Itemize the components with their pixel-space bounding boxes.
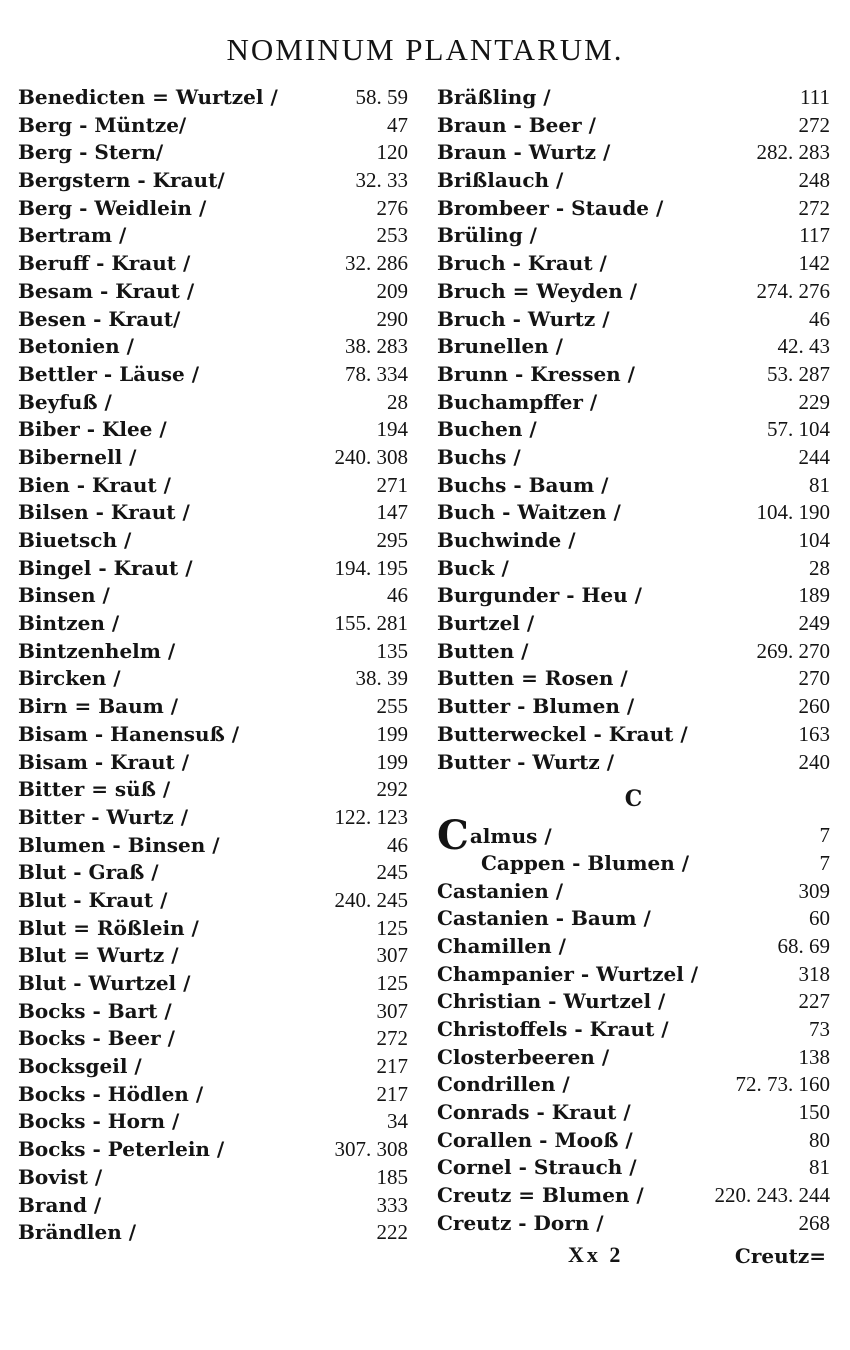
entry-pages: 57. 104 [767, 417, 830, 442]
entry-pages: 122. 123 [334, 804, 408, 829]
index-entry [437, 1182, 830, 1210]
entry-pages: 34 [387, 1109, 408, 1134]
entry-pages: 307 [376, 998, 408, 1023]
entry-name: Cappen - Blumen / [481, 850, 690, 875]
entry-pages: 81 [809, 472, 830, 497]
entry-name: Burgunder - Heu / [437, 583, 642, 608]
index-entry [18, 1136, 408, 1164]
entry-pages: 217 [376, 1081, 408, 1106]
entry-name: Bocksgeil / [18, 1054, 142, 1079]
entry-pages: 38. 283 [345, 334, 408, 359]
entry-name: Bisam - Kraut / [18, 749, 190, 774]
entry-pages: 111 [800, 85, 830, 109]
entry-pages: 276 [376, 195, 408, 220]
entry-pages: 163 [798, 721, 830, 746]
index-entry [18, 1053, 408, 1081]
entry-pages: 47 [387, 112, 408, 137]
index-entry [437, 850, 830, 878]
index-entry [437, 361, 830, 389]
entry-name: Bitter - Wurtz / [18, 804, 189, 829]
index-entry [18, 112, 408, 140]
index-entry [437, 250, 830, 278]
entry-pages: 227 [798, 989, 830, 1014]
entry-pages: 32. 286 [345, 251, 408, 276]
entry-name: Bisam - Hanensuß / [18, 721, 240, 746]
index-entry [18, 610, 408, 638]
entry-pages: 240. 245 [334, 887, 408, 912]
entry-name: Buchs - Baum / [437, 472, 609, 497]
index-entry [18, 167, 408, 195]
index-entry [437, 444, 830, 472]
entry-name: Buchampffer / [437, 389, 598, 414]
index-entry [18, 942, 408, 970]
entry-name: Butterweckel - Kraut / [437, 721, 688, 746]
index-entry [18, 915, 408, 943]
index-entry [437, 333, 830, 361]
entry-name: Berg - Müntze/ [18, 112, 187, 137]
c-entries-list [437, 850, 830, 1238]
entry-name: Christian - Wurtzel / [437, 989, 666, 1014]
index-entry [18, 804, 408, 832]
index-entry [437, 1210, 830, 1238]
index-entry [18, 499, 408, 527]
index-entry [18, 859, 408, 887]
entry-name: Biber - Klee / [18, 417, 167, 442]
entry-pages: 58. 59 [355, 85, 408, 109]
entry-name: Christoffels - Kraut / [437, 1017, 669, 1041]
entry-name: Bertram / [18, 223, 127, 248]
entry-pages: 120 [376, 140, 408, 165]
entry-name: Brißlauch / [437, 168, 564, 193]
index-entry [18, 693, 408, 721]
entry-name: Blut - Kraut / [18, 887, 168, 912]
entry-name: Blut = Wurtz / [18, 943, 179, 968]
entry-name: Butter - Wurtz / [437, 749, 615, 774]
index-entry [437, 306, 830, 334]
entry-pages: 199 [376, 749, 408, 774]
index-entry [18, 139, 408, 167]
entry-pages: 272 [376, 1026, 408, 1051]
entry-pages: 307. 308 [334, 1137, 408, 1162]
index-entry [437, 812, 830, 860]
entry-pages: 244 [798, 444, 830, 469]
entry-name: Beyfuß / [18, 389, 112, 414]
entry-name: Castanien - Baum / [437, 906, 651, 931]
entry-name: Bibernell / [18, 444, 137, 469]
entry-pages: 142 [798, 251, 830, 276]
entry-name: Berg - Stern/ [18, 140, 164, 165]
index-entry [18, 970, 408, 998]
index-entry [437, 167, 830, 195]
entry-pages: 46 [809, 306, 830, 331]
entry-pages: 155. 281 [334, 611, 408, 636]
entry-name: Betonien / [18, 334, 134, 359]
entry-pages: 270 [798, 666, 830, 691]
index-entry [437, 222, 830, 250]
entry-pages: 292 [376, 777, 408, 802]
entry-name: Champanier - Wurtzel / [437, 961, 699, 986]
entry-name: Bruch - Kraut / [437, 251, 607, 276]
decorative-initial: C [437, 812, 469, 860]
index-entry [18, 1025, 408, 1053]
index-entry [18, 527, 408, 555]
entry-name: Bergstern - Kraut/ [18, 168, 225, 193]
entry-name: Braun - Beer / [437, 112, 596, 137]
index-entry [437, 389, 830, 417]
index-entry [437, 878, 830, 906]
entry-pages: 78. 334 [345, 361, 408, 386]
index-entry [18, 776, 408, 804]
index-entry [437, 527, 830, 555]
entry-name: Creutz - Dorn / [437, 1210, 604, 1235]
entry-name: Brunn - Kressen / [437, 361, 635, 386]
entry-name: Buck / [437, 555, 509, 580]
index-entry [437, 749, 830, 777]
index-entry [18, 749, 408, 777]
index-entry [18, 278, 408, 306]
index-entry [437, 1127, 830, 1155]
entry-pages: 72. 73. 160 [735, 1072, 830, 1097]
index-entry [18, 1164, 408, 1192]
index-entry [437, 416, 830, 444]
entry-pages: 222 [376, 1220, 408, 1245]
entry-name: Bintzen / [18, 611, 120, 636]
entry-pages: 217 [376, 1054, 408, 1079]
index-entry [437, 139, 830, 167]
entry-pages: 46 [387, 583, 408, 608]
entry-pages: 38. 39 [355, 666, 408, 691]
entry-pages: 229 [798, 389, 830, 414]
entry-name: Creutz = Blumen / [437, 1183, 644, 1208]
entry-pages: 80 [809, 1127, 830, 1152]
index-entry [18, 998, 408, 1026]
signature-mark: Xx 2 [568, 1242, 624, 1267]
index-entry [437, 278, 830, 306]
index-entry [437, 1044, 830, 1072]
index-entry [18, 195, 408, 223]
entry-pages: 274. 276 [756, 278, 830, 303]
b-entries-list [437, 84, 830, 776]
entry-name: Blumen - Binsen / [18, 832, 220, 857]
entry-name: Brüling / [437, 223, 537, 248]
entry-pages: 125 [376, 915, 408, 940]
entry-pages: 220. 243. 244 [714, 1183, 830, 1208]
entry-name: Brändlen / [18, 1220, 137, 1245]
entry-pages: 32. 33 [355, 168, 408, 193]
entry-name: Berg - Weidlein / [18, 195, 207, 220]
entry-name: Bintzenhelm / [18, 638, 176, 663]
index-entry [18, 665, 408, 693]
entry-pages: 290 [376, 306, 408, 331]
entry-pages: 272 [798, 195, 830, 220]
entry-name: Besen - Kraut/ [18, 306, 181, 331]
entry-name: Bovist / [18, 1164, 103, 1189]
entry-pages: 248 [798, 168, 830, 193]
index-entry [18, 444, 408, 472]
entry-name: Buch - Waitzen / [437, 500, 621, 525]
entry-pages: 138 [798, 1044, 830, 1069]
index-entry [437, 961, 830, 989]
index-entry [18, 555, 408, 583]
entry-pages: 272 [798, 112, 830, 137]
entry-pages: 199 [376, 721, 408, 746]
index-entry [437, 555, 830, 583]
entry-name: Braun - Wurtz / [437, 140, 611, 165]
entry-pages: 318 [798, 961, 830, 986]
index-entry [18, 84, 408, 112]
entry-name: Brombeer - Staude / [437, 195, 664, 220]
index-entry [437, 638, 830, 666]
catchword: Creutz= [734, 1244, 826, 1268]
entry-pages: 240. 308 [334, 444, 408, 469]
index-entry [18, 1219, 408, 1247]
entry-pages: 194. 195 [334, 555, 408, 580]
entry-pages: 271 [376, 472, 408, 497]
entry-pages: 295 [376, 528, 408, 552]
entry-pages: 53. 287 [767, 361, 830, 386]
entry-name: Bircken / [18, 666, 121, 691]
entry-name: Butten / [437, 638, 529, 663]
index-entry [18, 582, 408, 610]
index-entry [437, 1071, 830, 1099]
entry-pages: 253 [376, 223, 408, 248]
index-entry [437, 988, 830, 1016]
index-entry [18, 1081, 408, 1109]
entry-name: Brand / [18, 1192, 102, 1217]
entry-name: Bocks - Beer / [18, 1026, 175, 1051]
index-entry [18, 832, 408, 860]
entry-pages: 268 [798, 1210, 830, 1235]
entry-name: Blut - Wurtzel / [18, 971, 191, 995]
entry-name: Condrillen / [437, 1072, 570, 1097]
entry-name: Beruff - Kraut / [18, 251, 191, 276]
entry-pages: 282. 283 [756, 140, 830, 165]
entry-name: Bocks - Peterlein / [18, 1137, 225, 1162]
entry-name: Burtzel / [437, 611, 535, 636]
index-entry [437, 84, 830, 112]
entry-pages: 245 [376, 860, 408, 885]
index-entry [437, 905, 830, 933]
entry-pages: 28 [387, 389, 408, 414]
page-title: NOMINUM PLANTARUM. [226, 32, 624, 67]
entry-pages: 209 [376, 278, 408, 303]
entry-name: Bocks - Hödlen / [18, 1081, 204, 1106]
entry-name: Bitter = süß / [18, 777, 171, 802]
entry-pages: 125 [376, 971, 408, 995]
entry-pages: 240 [798, 749, 830, 774]
entry-pages: 255 [376, 694, 408, 719]
entry-name: Buchwinde / [437, 528, 576, 552]
entry-name: Blut = Rößlein / [18, 915, 199, 940]
index-entry [437, 610, 830, 638]
entry-pages: 135 [376, 638, 408, 663]
entry-name: Benedicten = Wurtzel / [18, 85, 278, 109]
index-entry [18, 361, 408, 389]
index-entry [18, 389, 408, 417]
entry-name: Buchs / [437, 444, 521, 469]
entry-pages: 147 [376, 500, 408, 525]
entry-pages: 42. 43 [777, 334, 830, 359]
right-index-column [437, 84, 830, 1238]
entry-name-rest: almus / [469, 824, 552, 849]
index-entry [437, 665, 830, 693]
index-entry [18, 887, 408, 915]
entry-name: Cornel - Strauch / [437, 1155, 637, 1180]
entry-pages: 189 [798, 583, 830, 608]
index-entry [437, 499, 830, 527]
entry-name: Castanien / [437, 878, 564, 903]
index-entry [18, 721, 408, 749]
entry-name: Conrads - Kraut / [437, 1100, 631, 1125]
entry-name: Biuetsch / [18, 528, 132, 552]
index-entry [437, 472, 830, 500]
section-letter-c: C [624, 786, 643, 813]
index-entry [18, 1108, 408, 1136]
entry-pages: 104. 190 [756, 500, 830, 525]
entry-name: Bingel - Kraut / [18, 555, 193, 580]
index-entry [437, 1016, 830, 1044]
entry-name: Closterbeeren / [437, 1044, 610, 1069]
entry-pages: 28 [809, 555, 830, 580]
index-entry [18, 306, 408, 334]
entry-pages: 7 [819, 823, 830, 848]
entry-name: Bruch - Wurtz / [437, 306, 610, 331]
entry-pages: 60 [809, 906, 830, 931]
entry-pages: 260 [798, 694, 830, 719]
entry-name: Besam - Kraut / [18, 278, 195, 303]
entry-name: Blut - Graß / [18, 860, 159, 885]
entry-name: Bräßling / [437, 85, 551, 109]
index-entry [437, 582, 830, 610]
index-entry [437, 693, 830, 721]
entry-pages: 194 [376, 417, 408, 442]
entry-name: Bocks - Bart / [18, 998, 172, 1023]
entry-name: Binsen / [18, 583, 110, 608]
index-entry [437, 112, 830, 140]
entry-pages: 249 [798, 611, 830, 636]
entry-name: Butten = Rosen / [437, 666, 628, 691]
index-entry [437, 933, 830, 961]
entry-name: Bien - Kraut / [18, 472, 171, 497]
index-entry [437, 195, 830, 223]
index-entry [18, 638, 408, 666]
left-index-column [18, 84, 408, 1247]
entry-pages: 46 [387, 832, 408, 857]
entry-pages: 7 [819, 850, 830, 875]
entry-pages: 81 [809, 1155, 830, 1180]
entry-name: Chamillen / [437, 933, 566, 958]
entry-pages: 117 [799, 223, 830, 248]
entry-pages: 269. 270 [756, 638, 830, 663]
entry-pages: 68. 69 [777, 933, 830, 958]
entry-name: Brunellen / [437, 334, 563, 359]
entry-pages: 309 [798, 878, 830, 903]
index-entry [18, 333, 408, 361]
entry-name: Bettler - Läuse / [18, 361, 200, 386]
index-entry [437, 1154, 830, 1182]
entry-pages: 185 [376, 1164, 408, 1189]
entry-pages: 73 [809, 1017, 830, 1041]
entry-pages: 333 [376, 1192, 408, 1217]
entry-pages: 307 [376, 943, 408, 968]
entry-pages: 104 [798, 528, 830, 552]
entry-name [437, 812, 552, 860]
entry-name: Bilsen - Kraut / [18, 500, 190, 525]
entry-name: Corallen - Mooß / [437, 1127, 633, 1152]
index-entry [437, 1099, 830, 1127]
entry-name: Bocks - Horn / [18, 1109, 180, 1134]
index-entry [18, 250, 408, 278]
entry-name: Butter - Blumen / [437, 694, 635, 719]
index-entry [18, 1192, 408, 1220]
entry-name: Birn = Baum / [18, 694, 179, 719]
index-entry [18, 472, 408, 500]
entry-name: Bruch = Weyden / [437, 278, 638, 303]
entry-pages: 150 [798, 1100, 830, 1125]
index-entry [18, 416, 408, 444]
entry-name: Buchen / [437, 417, 537, 442]
index-entry [18, 222, 408, 250]
index-entry [437, 721, 830, 749]
